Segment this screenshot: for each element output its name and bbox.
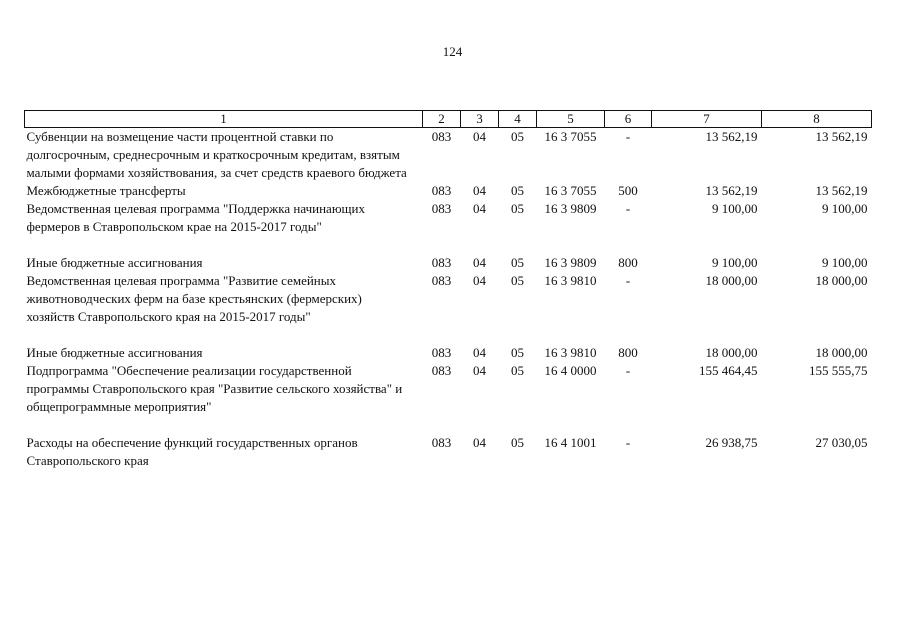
table-row <box>25 200 872 254</box>
table-row <box>25 128 872 183</box>
row-amount-1: 18 000,00 <box>705 273 758 288</box>
row-name: Ведомственная целевая программа "Развитие семейных животноводческих ферм на базе крестьянских (фермерских) хозяйств Ставропольского края на 2015-2017 годы" <box>26 273 362 324</box>
row-subsection-code: 05 <box>511 345 524 360</box>
row-ministry-code: 083 <box>431 345 452 360</box>
row-expense-type: 500 <box>618 183 638 198</box>
row-name: Субвенции на возмещение части процентной ставки по долгосрочным, среднесрочным и краткосрочным кредитам, взятым малыми формами хозяйствования, за счет средств краевого бюджета <box>26 129 407 180</box>
row-name: Межбюджетные трансферты <box>26 183 186 198</box>
row-subsection-code: 05 <box>511 435 524 450</box>
row-section-code: 04 <box>473 129 486 144</box>
page-number: 124 <box>442 44 463 59</box>
row-amount-1: 26 938,75 <box>705 435 758 450</box>
row-name: Иные бюджетные ассигнования <box>26 255 203 270</box>
row-amount-2: 155 555,75 <box>809 363 868 378</box>
row-subsection-code: 05 <box>511 273 524 288</box>
row-target-code: 16 3 9809 <box>544 201 597 216</box>
table-row <box>25 254 872 272</box>
row-subsection-code: 05 <box>511 183 524 198</box>
row-amount-2: 13 562,19 <box>815 183 868 198</box>
row-target-code: 16 4 1001 <box>544 435 597 450</box>
row-target-code: 16 4 0000 <box>544 363 597 378</box>
header-col-3: 3 <box>461 111 499 128</box>
row-section-code: 04 <box>473 255 486 270</box>
row-section-code: 04 <box>473 435 486 450</box>
row-amount-1: 9 100,00 <box>712 201 758 216</box>
row-target-code: 16 3 9810 <box>544 273 597 288</box>
header-col-8: 8 <box>762 111 872 128</box>
row-amount-1: 13 562,19 <box>705 183 758 198</box>
row-expense-type: - <box>625 273 631 288</box>
row-expense-type: - <box>625 129 631 144</box>
table-row <box>25 182 872 200</box>
row-name: Ведомственная целевая программа "Поддержка начинающих фермеров в Ставропольском крае на 2015-2017 годы" <box>26 201 366 234</box>
row-ministry-code: 083 <box>431 435 452 450</box>
row-section-code: 04 <box>473 183 486 198</box>
table-row <box>25 434 872 470</box>
row-expense-type: - <box>625 201 631 216</box>
row-ministry-code: 083 <box>431 273 452 288</box>
row-amount-1: 18 000,00 <box>705 345 758 360</box>
row-target-code: 16 3 9809 <box>544 255 597 270</box>
row-section-code: 04 <box>473 363 486 378</box>
row-section-code: 04 <box>473 345 486 360</box>
row-expense-type: 800 <box>618 255 638 270</box>
row-amount-2: 13 562,19 <box>815 129 868 144</box>
row-target-code: 16 3 7055 <box>544 183 597 198</box>
header-col-1: 1 <box>25 111 423 128</box>
row-amount-2: 18 000,00 <box>815 345 868 360</box>
row-target-code: 16 3 9810 <box>544 345 597 360</box>
row-amount-1: 9 100,00 <box>712 255 758 270</box>
row-ministry-code: 083 <box>431 183 452 198</box>
header-col-6: 6 <box>605 111 652 128</box>
row-section-code: 04 <box>473 273 486 288</box>
row-expense-type: 800 <box>618 345 638 360</box>
row-subsection-code: 05 <box>511 129 524 144</box>
row-expense-type: - <box>625 363 631 378</box>
budget-table <box>24 110 872 470</box>
row-name: Расходы на обеспечение функций государственных органов Ставропольского края <box>26 435 358 468</box>
table-row <box>25 362 872 434</box>
row-amount-2: 9 100,00 <box>822 255 868 270</box>
row-subsection-code: 05 <box>511 255 524 270</box>
table-row <box>25 344 872 362</box>
header-col-5: 5 <box>537 111 605 128</box>
row-name: Подпрограмма "Обеспечение реализации государственной программы Ставропольского края "Развитие сельского хозяйства" и общепрограммные мероприятия" <box>26 363 403 414</box>
row-amount-2: 9 100,00 <box>822 201 868 216</box>
row-section-code: 04 <box>473 201 486 216</box>
row-ministry-code: 083 <box>431 255 452 270</box>
row-amount-1: 13 562,19 <box>705 129 758 144</box>
row-ministry-code: 083 <box>431 201 452 216</box>
table-row <box>25 272 872 344</box>
row-subsection-code: 05 <box>511 363 524 378</box>
row-amount-2: 27 030,05 <box>815 435 868 450</box>
row-ministry-code: 083 <box>431 363 452 378</box>
row-target-code: 16 3 7055 <box>544 129 597 144</box>
row-amount-2: 18 000,00 <box>815 273 868 288</box>
row-name: Иные бюджетные ассигнования <box>26 345 203 360</box>
header-col-7: 7 <box>652 111 762 128</box>
header-col-2: 2 <box>423 111 461 128</box>
row-subsection-code: 05 <box>511 201 524 216</box>
row-amount-1: 155 464,45 <box>699 363 758 378</box>
row-expense-type: - <box>625 435 631 450</box>
header-col-4: 4 <box>499 111 537 128</box>
row-ministry-code: 083 <box>431 129 452 144</box>
table-header-row <box>25 111 872 128</box>
